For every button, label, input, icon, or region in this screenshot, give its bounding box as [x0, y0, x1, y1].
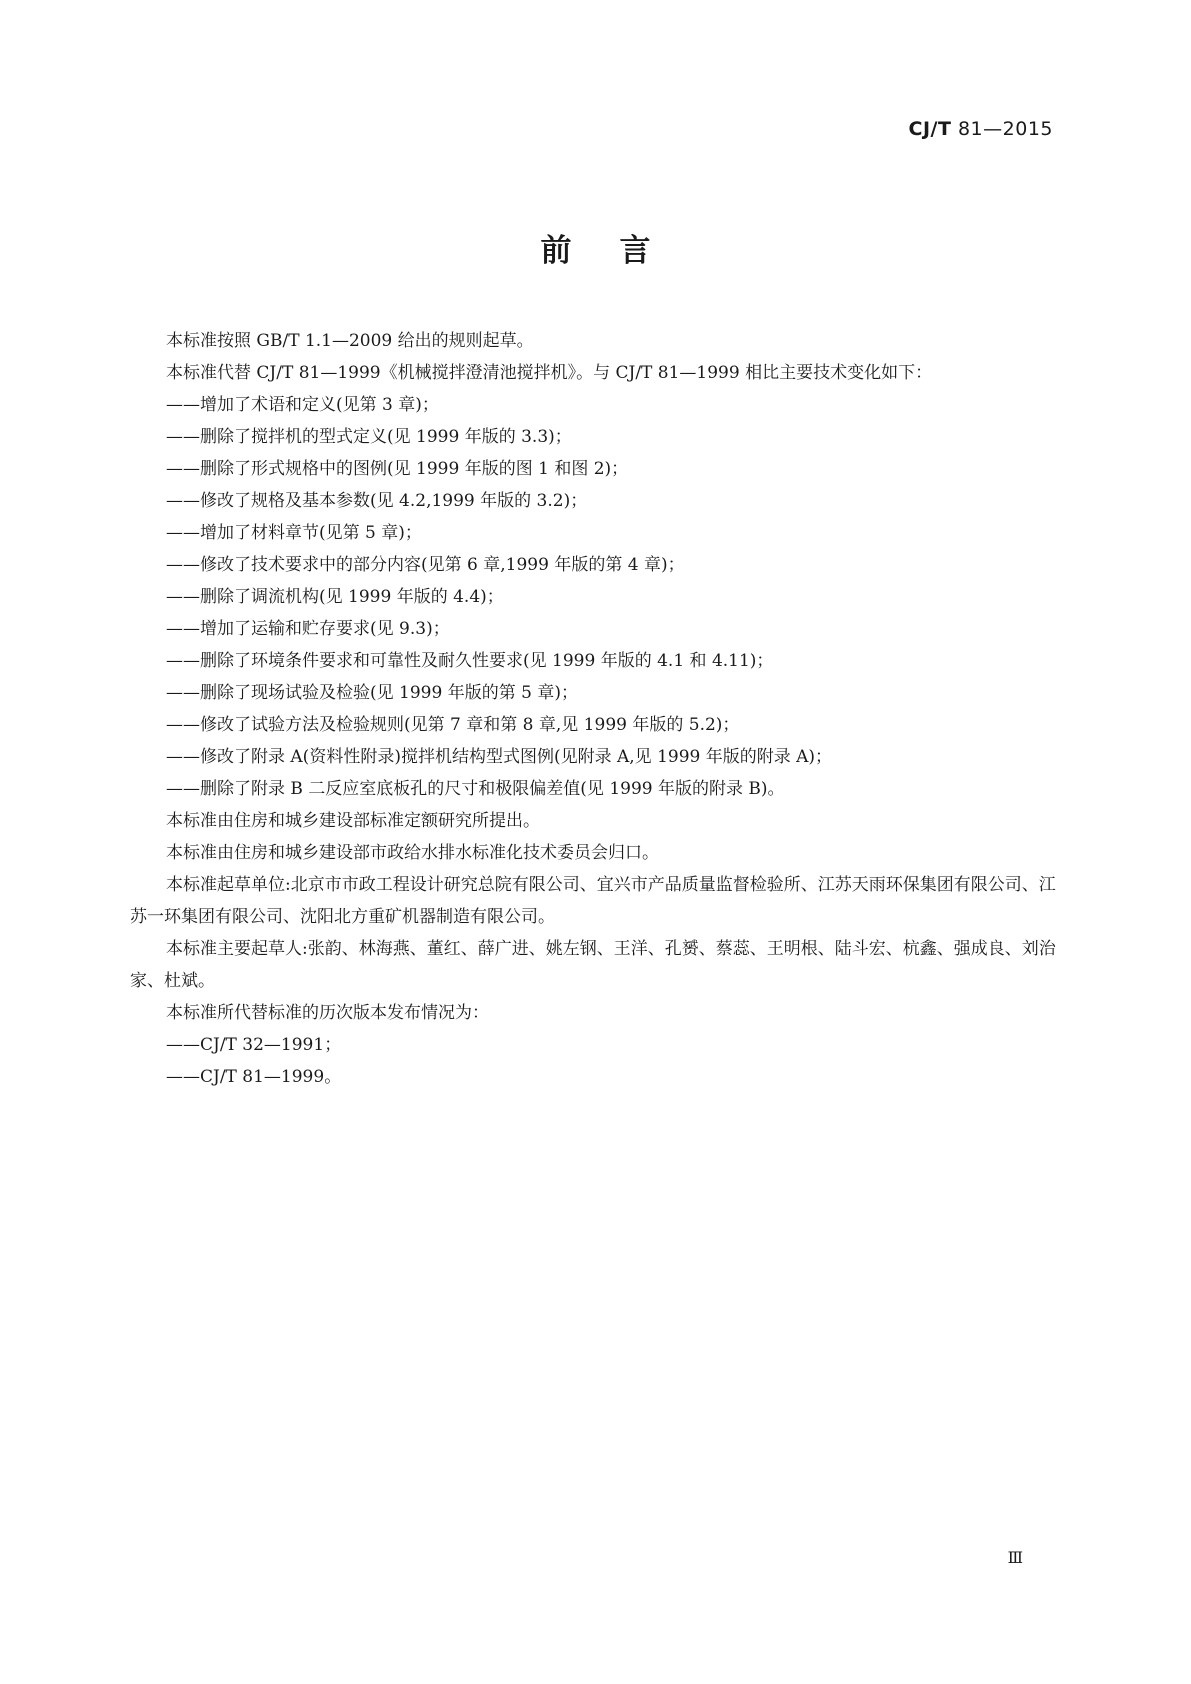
change-list-item: ——修改了规格及基本参数(见 4.2,1999 年版的 3.2)； [166, 491, 588, 511]
paragraph-administrator: 本标准由住房和城乡建设部市政给水排水标准化技术委员会归口。 [166, 843, 659, 863]
change-list-item: ——修改了技术要求中的部分内容(见第 6 章,1999 年版的第 4 章)； [166, 555, 685, 575]
paragraph-drafting-units: 本标准起草单位:北京市市政工程设计研究总院有限公司、宜兴市产品质量监督检验所、江苏天雨环保集团有限公司、江苏一环集团有限公司、沈阳北方重矿机器制造有限公司。 [130, 875, 1056, 927]
paragraph-proposer: 本标准由住房和城乡建设部标准定额研究所提出。 [166, 811, 540, 831]
change-list-item: ——删除了附录 B 二反应室底板孔的尺寸和极限偏差值(见 1999 年版的附录 B)。 [166, 779, 785, 799]
previous-edition-item: ——CJ/T 32—1991； [166, 1035, 342, 1055]
paragraph-previous-editions: 本标准所代替标准的历次版本发布情况为： [166, 1003, 489, 1023]
change-list-item: ——修改了附录 A(资料性附录)搅拌机结构型式图例(见附录 A,见 1999 年版的附录 A)； [166, 747, 833, 767]
change-list-item: ——删除了环境条件要求和可靠性及耐久性要求(见 1999 年版的 4.1 和 4.11)； [166, 651, 774, 671]
previous-edition-item: ——CJ/T 81—1999。 [166, 1067, 342, 1087]
page-title: 前言 [540, 233, 699, 269]
change-list-item: ——修改了试验方法及检验规则(见第 7 章和第 8 章,见 1999 年版的 5.2)； [166, 715, 740, 735]
paragraph-drafting-rules: 本标准按照 GB/T 1.1—2009 给出的规则起草。 [166, 331, 534, 351]
page-number: Ⅲ [1007, 1548, 1023, 1567]
change-list-item: ——增加了材料章节(见第 5 章)； [166, 523, 422, 543]
paragraph-drafters: 本标准主要起草人:张韵、林海燕、董红、薛广进、姚左钢、王洋、孔赟、蔡蕊、王明根、陆斗宏、杭鑫、强成良、刘治家、杜斌。 [130, 939, 1056, 991]
standard-number: 81—2015 [951, 118, 1053, 140]
change-list-item: ——删除了现场试验及检验(见 1999 年版的第 5 章)； [166, 683, 578, 703]
foreword-body [130, 325, 1062, 1093]
change-list-item: ——增加了术语和定义(见第 3 章)； [166, 395, 439, 415]
standard-prefix: CJ/T [908, 118, 952, 140]
standard-number-header [909, 118, 1054, 140]
change-list-item: ——删除了调流机构(见 1999 年版的 4.4)； [166, 587, 504, 607]
change-list-item: ——删除了搅拌机的型式定义(见 1999 年版的 3.3)； [166, 427, 572, 447]
change-list-item: ——删除了形式规格中的图例(见 1999 年版的图 1 和图 2)； [166, 459, 629, 479]
paragraph-replacement: 本标准代替 CJ/T 81—1999《机械搅拌澄清池搅拌机》。与 CJ/T 81—1999 相比主要技术变化如下： [166, 363, 933, 383]
change-list-item: ——增加了运输和贮存要求(见 9.3)； [166, 619, 450, 639]
